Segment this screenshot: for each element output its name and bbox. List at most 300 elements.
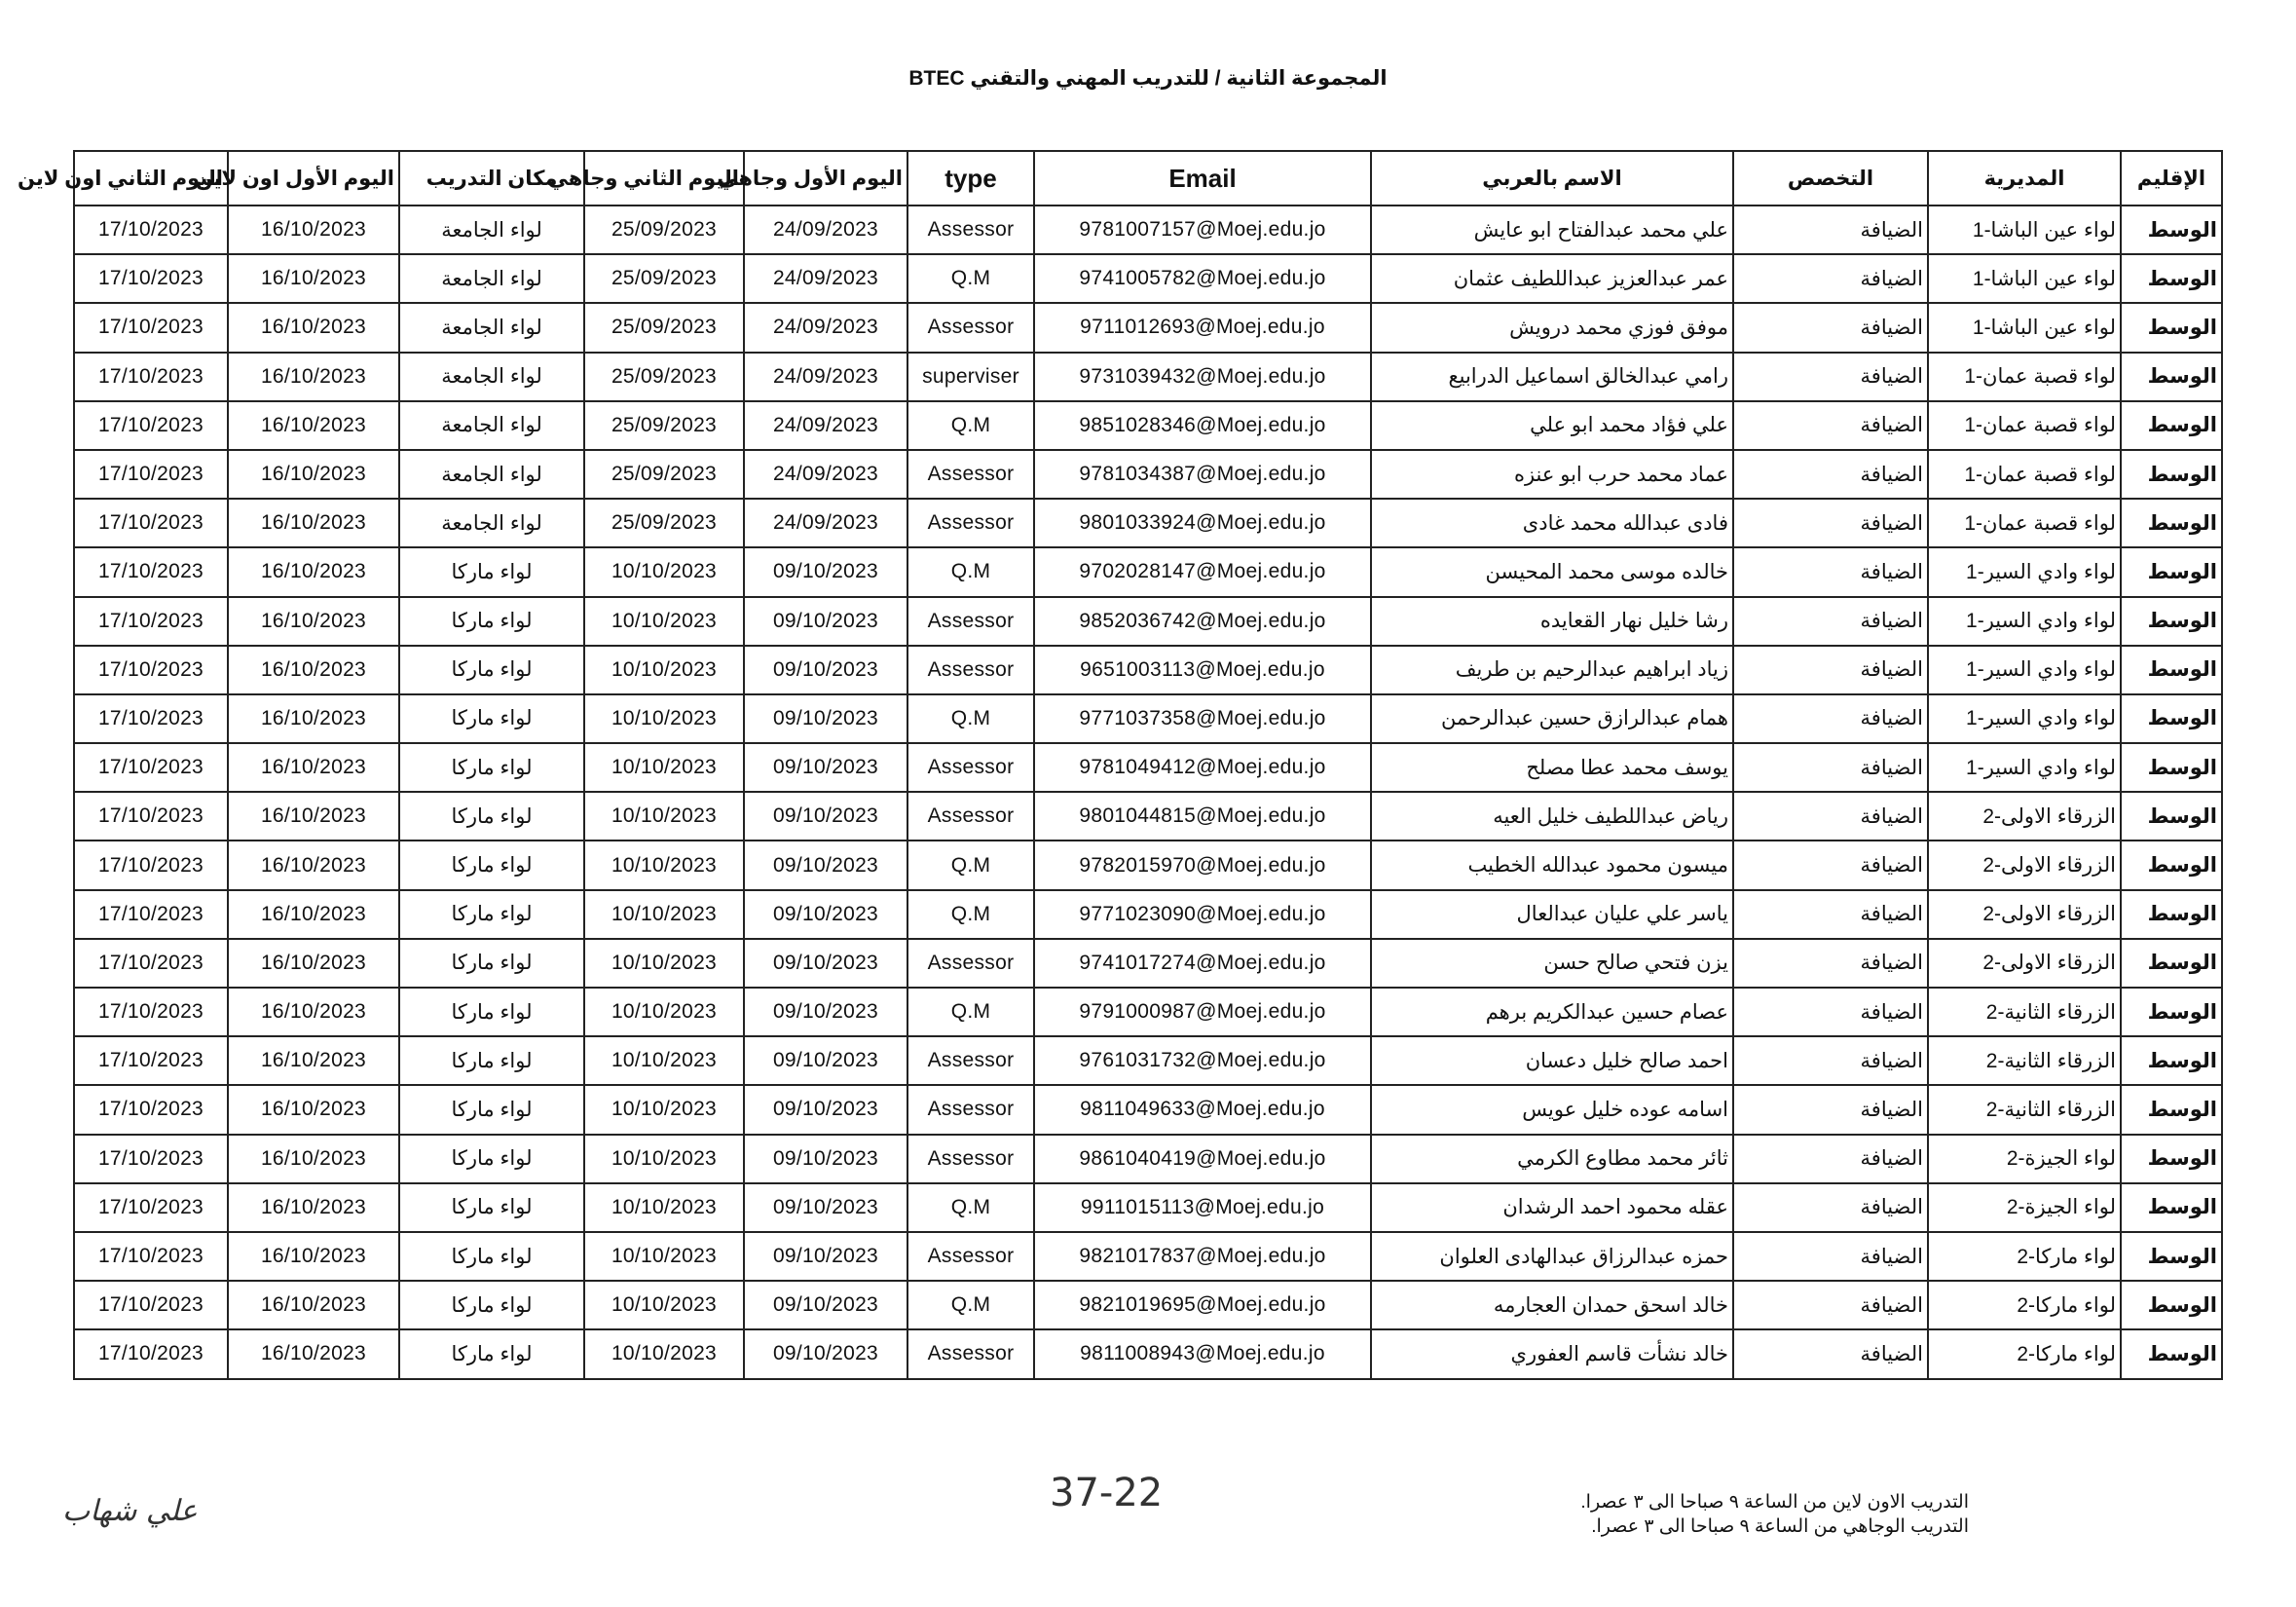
table-row <box>74 206 2222 254</box>
cell-place: لواء ماركا <box>399 1183 584 1232</box>
cell-specialty: الضيافة <box>1733 988 1928 1036</box>
cell-email: 9861040419@Moej.edu.jo <box>1034 1135 1371 1183</box>
cell-directorate: لواء قصبة عمان-1 <box>1928 450 2121 499</box>
table-row <box>74 646 2222 694</box>
cell-day1: 24/09/2023 <box>744 499 907 547</box>
cell-online1: 16/10/2023 <box>228 939 399 988</box>
cell-online1: 16/10/2023 <box>228 1232 399 1281</box>
cell-day1: 09/10/2023 <box>744 792 907 841</box>
cell-specialty: الضيافة <box>1733 597 1928 646</box>
cell-region: الوسط <box>2121 401 2222 450</box>
cell-region: الوسط <box>2121 303 2222 352</box>
cell-online1: 16/10/2023 <box>228 597 399 646</box>
cell-online1: 16/10/2023 <box>228 1036 399 1085</box>
cell-email: 9741017274@Moej.edu.jo <box>1034 939 1371 988</box>
cell-online2: 17/10/2023 <box>74 743 228 792</box>
cell-place: لواء ماركا <box>399 792 584 841</box>
cell-region: الوسط <box>2121 1329 2222 1378</box>
cell-directorate: لواء ماركا-2 <box>1928 1232 2121 1281</box>
cell-name: علي محمد عبدالفتاح ابو عايش <box>1371 206 1733 254</box>
cell-type: Q.M <box>907 1281 1034 1329</box>
table-row <box>74 890 2222 939</box>
cell-name: ثائر محمد مطاوع الكرمي <box>1371 1135 1733 1183</box>
cell-day1: 24/09/2023 <box>744 206 907 254</box>
cell-online2: 17/10/2023 <box>74 841 228 889</box>
cell-online1: 16/10/2023 <box>228 547 399 596</box>
cell-region: الوسط <box>2121 792 2222 841</box>
cell-day2: 10/10/2023 <box>584 988 744 1036</box>
cell-type: Assessor <box>907 1232 1034 1281</box>
cell-name: احمد صالح خليل دعسان <box>1371 1036 1733 1085</box>
cell-online1: 16/10/2023 <box>228 1329 399 1378</box>
cell-day2: 25/09/2023 <box>584 499 744 547</box>
cell-place: لواء ماركا <box>399 1085 584 1134</box>
cell-online2: 17/10/2023 <box>74 890 228 939</box>
cell-online2: 17/10/2023 <box>74 1135 228 1183</box>
cell-day2: 10/10/2023 <box>584 547 744 596</box>
cell-name: رشا خليل نهار القعايده <box>1371 597 1733 646</box>
signature: علي شهاب <box>62 1494 198 1528</box>
cell-online1: 16/10/2023 <box>228 1281 399 1329</box>
cell-day1: 09/10/2023 <box>744 1232 907 1281</box>
cell-type: Assessor <box>907 1085 1034 1134</box>
cell-day2: 25/09/2023 <box>584 254 744 303</box>
cell-specialty: الضيافة <box>1733 1232 1928 1281</box>
table-row <box>74 792 2222 841</box>
cell-type: Q.M <box>907 1183 1034 1232</box>
cell-online2: 17/10/2023 <box>74 1281 228 1329</box>
cell-day2: 25/09/2023 <box>584 353 744 401</box>
cell-region: الوسط <box>2121 254 2222 303</box>
cell-name: حمزه عبدالرزاق عبدالهادى العلوان <box>1371 1232 1733 1281</box>
cell-day2: 10/10/2023 <box>584 1281 744 1329</box>
table-row <box>74 401 2222 450</box>
cell-name: عقله محمود احمد الرشدان <box>1371 1183 1733 1232</box>
cell-specialty: الضيافة <box>1733 450 1928 499</box>
cell-specialty: الضيافة <box>1733 206 1928 254</box>
cell-online1: 16/10/2023 <box>228 694 399 743</box>
cell-day1: 09/10/2023 <box>744 597 907 646</box>
cell-directorate: لواء ماركا-2 <box>1928 1281 2121 1329</box>
cell-email: 9911015113@Moej.edu.jo <box>1034 1183 1371 1232</box>
cell-name: يوسف محمد عطا مصلح <box>1371 743 1733 792</box>
header-type: type <box>907 151 1034 206</box>
cell-online1: 16/10/2023 <box>228 499 399 547</box>
cell-name: عماد محمد حرب ابو عنزه <box>1371 450 1733 499</box>
header-name: الاسم بالعربي <box>1371 151 1733 206</box>
cell-directorate: لواء ماركا-2 <box>1928 1329 2121 1378</box>
cell-day2: 10/10/2023 <box>584 1183 744 1232</box>
cell-directorate: لواء قصبة عمان-1 <box>1928 353 2121 401</box>
cell-type: Q.M <box>907 988 1034 1036</box>
cell-directorate: لواء وادي السير-1 <box>1928 694 2121 743</box>
cell-day2: 10/10/2023 <box>584 1036 744 1085</box>
cell-online1: 16/10/2023 <box>228 254 399 303</box>
cell-specialty: الضيافة <box>1733 694 1928 743</box>
cell-day1: 24/09/2023 <box>744 450 907 499</box>
header-row <box>74 151 2222 206</box>
notes <box>1580 1490 1969 1539</box>
cell-email: 9821019695@Moej.edu.jo <box>1034 1281 1371 1329</box>
cell-day2: 10/10/2023 <box>584 597 744 646</box>
cell-specialty: الضيافة <box>1733 401 1928 450</box>
cell-type: Assessor <box>907 792 1034 841</box>
cell-day2: 10/10/2023 <box>584 694 744 743</box>
table-row <box>74 254 2222 303</box>
header-online2: اليوم الثاني اون لاين <box>74 151 228 206</box>
cell-region: الوسط <box>2121 450 2222 499</box>
cell-place: لواء ماركا <box>399 1281 584 1329</box>
cell-email: 9801044815@Moej.edu.jo <box>1034 792 1371 841</box>
header-online1: اليوم الأول اون لاين <box>228 151 399 206</box>
cell-name: يزن فتحي صالح حسن <box>1371 939 1733 988</box>
cell-place: لواء ماركا <box>399 743 584 792</box>
table-body <box>74 206 2222 1379</box>
cell-place: لواء الجامعة <box>399 353 584 401</box>
cell-place: لواء ماركا <box>399 1135 584 1183</box>
cell-day2: 10/10/2023 <box>584 792 744 841</box>
cell-online1: 16/10/2023 <box>228 890 399 939</box>
cell-place: لواء ماركا <box>399 1036 584 1085</box>
cell-online2: 17/10/2023 <box>74 597 228 646</box>
cell-specialty: الضيافة <box>1733 303 1928 352</box>
cell-region: الوسط <box>2121 988 2222 1036</box>
cell-day1: 09/10/2023 <box>744 694 907 743</box>
cell-type: Assessor <box>907 1135 1034 1183</box>
cell-directorate: الزرقاء الاولى-2 <box>1928 890 2121 939</box>
cell-specialty: الضيافة <box>1733 1281 1928 1329</box>
cell-email: 9851028346@Moej.edu.jo <box>1034 401 1371 450</box>
cell-region: الوسط <box>2121 1281 2222 1329</box>
table-row <box>74 1281 2222 1329</box>
cell-name: اسامه عوده خليل عويس <box>1371 1085 1733 1134</box>
cell-name: علي فؤاد محمد ابو علي <box>1371 401 1733 450</box>
cell-online2: 17/10/2023 <box>74 694 228 743</box>
cell-day1: 09/10/2023 <box>744 1085 907 1134</box>
cell-day2: 10/10/2023 <box>584 646 744 694</box>
cell-online1: 16/10/2023 <box>228 303 399 352</box>
cell-type: Assessor <box>907 646 1034 694</box>
cell-day1: 09/10/2023 <box>744 1036 907 1085</box>
cell-online2: 17/10/2023 <box>74 450 228 499</box>
cell-place: لواء ماركا <box>399 1329 584 1378</box>
cell-day1: 09/10/2023 <box>744 1183 907 1232</box>
cell-type: Q.M <box>907 841 1034 889</box>
cell-type: Assessor <box>907 206 1034 254</box>
cell-type: Assessor <box>907 303 1034 352</box>
header-directorate: المديرية <box>1928 151 2121 206</box>
cell-name: زياد ابراهيم عبدالرحيم بن طريف <box>1371 646 1733 694</box>
note-inperson: التدريب الوجاهي من الساعة ٩ صباحا الى ٣ عصرا. <box>1591 1516 1969 1537</box>
cell-email: 9782015970@Moej.edu.jo <box>1034 841 1371 889</box>
cell-region: الوسط <box>2121 890 2222 939</box>
cell-online1: 16/10/2023 <box>228 1085 399 1134</box>
cell-email: 9651003113@Moej.edu.jo <box>1034 646 1371 694</box>
table-row <box>74 694 2222 743</box>
cell-day2: 10/10/2023 <box>584 890 744 939</box>
cell-place: لواء ماركا <box>399 988 584 1036</box>
cell-region: الوسط <box>2121 1036 2222 1085</box>
cell-type: Assessor <box>907 499 1034 547</box>
cell-place: لواء الجامعة <box>399 401 584 450</box>
cell-day1: 24/09/2023 <box>744 401 907 450</box>
cell-day1: 09/10/2023 <box>744 988 907 1036</box>
cell-online2: 17/10/2023 <box>74 547 228 596</box>
cell-type: Assessor <box>907 1036 1034 1085</box>
cell-directorate: لواء عين الباشا-1 <box>1928 206 2121 254</box>
cell-day1: 24/09/2023 <box>744 303 907 352</box>
note-online: التدريب الاون لاين من الساعة ٩ صباحا الى ٣ عصرا. <box>1580 1492 1969 1513</box>
cell-region: الوسط <box>2121 1135 2222 1183</box>
cell-online2: 17/10/2023 <box>74 792 228 841</box>
cell-type: Q.M <box>907 254 1034 303</box>
cell-online2: 17/10/2023 <box>74 206 228 254</box>
cell-online1: 16/10/2023 <box>228 646 399 694</box>
cell-online1: 16/10/2023 <box>228 353 399 401</box>
document-title: المجموعة الثانية / للتدريب المهني والتقني BTEC <box>908 67 1388 90</box>
cell-name: ياسر علي عليان عبدالعال <box>1371 890 1733 939</box>
cell-region: الوسط <box>2121 939 2222 988</box>
table-row <box>74 1232 2222 1281</box>
cell-specialty: الضيافة <box>1733 939 1928 988</box>
cell-specialty: الضيافة <box>1733 841 1928 889</box>
cell-type: Q.M <box>907 694 1034 743</box>
header-place: مكان التدريب <box>399 151 584 206</box>
cell-region: الوسط <box>2121 597 2222 646</box>
cell-region: الوسط <box>2121 743 2222 792</box>
cell-name: عصام حسين عبدالكريم برهم <box>1371 988 1733 1036</box>
cell-email: 9821017837@Moej.edu.jo <box>1034 1232 1371 1281</box>
cell-day1: 09/10/2023 <box>744 1135 907 1183</box>
cell-email: 9771023090@Moej.edu.jo <box>1034 890 1371 939</box>
cell-email: 9711012693@Moej.edu.jo <box>1034 303 1371 352</box>
cell-type: Assessor <box>907 597 1034 646</box>
cell-place: لواء الجامعة <box>399 450 584 499</box>
cell-directorate: لواء وادي السير-1 <box>1928 646 2121 694</box>
cell-directorate: لواء الجيزة-2 <box>1928 1135 2121 1183</box>
cell-specialty: الضيافة <box>1733 1036 1928 1085</box>
cell-email: 9811008943@Moej.edu.jo <box>1034 1329 1371 1378</box>
cell-email: 9731039432@Moej.edu.jo <box>1034 353 1371 401</box>
cell-place: لواء ماركا <box>399 1232 584 1281</box>
cell-specialty: الضيافة <box>1733 1135 1928 1183</box>
cell-day2: 10/10/2023 <box>584 1085 744 1134</box>
cell-region: الوسط <box>2121 1085 2222 1134</box>
cell-name: رامي عبدالخالق اسماعيل الدرابيع <box>1371 353 1733 401</box>
cell-region: الوسط <box>2121 206 2222 254</box>
table-row <box>74 597 2222 646</box>
header-email: Email <box>1034 151 1371 206</box>
cell-online2: 17/10/2023 <box>74 303 228 352</box>
table-row <box>74 1036 2222 1085</box>
cell-type: Q.M <box>907 401 1034 450</box>
cell-type: Q.M <box>907 547 1034 596</box>
cell-day2: 10/10/2023 <box>584 1232 744 1281</box>
cell-region: الوسط <box>2121 841 2222 889</box>
cell-directorate: الزرقاء الاولى-2 <box>1928 939 2121 988</box>
header-specialty: التخصص <box>1733 151 1928 206</box>
cell-type: Assessor <box>907 1329 1034 1378</box>
table-row <box>74 499 2222 547</box>
table-row <box>74 450 2222 499</box>
cell-directorate: لواء وادي السير-1 <box>1928 743 2121 792</box>
cell-email: 9791000987@Moej.edu.jo <box>1034 988 1371 1036</box>
cell-day1: 09/10/2023 <box>744 1281 907 1329</box>
table-row <box>74 1329 2222 1378</box>
cell-day1: 24/09/2023 <box>744 254 907 303</box>
cell-specialty: الضيافة <box>1733 499 1928 547</box>
cell-email: 9801033924@Moej.edu.jo <box>1034 499 1371 547</box>
cell-specialty: الضيافة <box>1733 1329 1928 1378</box>
cell-day2: 10/10/2023 <box>584 1135 744 1183</box>
cell-directorate: لواء وادي السير-1 <box>1928 597 2121 646</box>
trainees-table <box>18 150 2223 1380</box>
cell-day1: 09/10/2023 <box>744 841 907 889</box>
cell-type: Q.M <box>907 890 1034 939</box>
table-row <box>74 939 2222 988</box>
cell-specialty: الضيافة <box>1733 890 1928 939</box>
cell-directorate: لواء عين الباشا-1 <box>1928 254 2121 303</box>
table-row <box>74 1135 2222 1183</box>
cell-name: رياض عبداللطيف خليل العيه <box>1371 792 1733 841</box>
cell-day2: 25/09/2023 <box>584 303 744 352</box>
cell-online2: 17/10/2023 <box>74 353 228 401</box>
cell-email: 9781007157@Moej.edu.jo <box>1034 206 1371 254</box>
cell-online2: 17/10/2023 <box>74 499 228 547</box>
cell-place: لواء ماركا <box>399 694 584 743</box>
cell-day2: 10/10/2023 <box>584 1329 744 1378</box>
table-row <box>74 988 2222 1036</box>
header-day1: اليوم الأول وجاهي <box>744 151 907 206</box>
table-row <box>74 547 2222 596</box>
cell-online2: 17/10/2023 <box>74 1036 228 1085</box>
cell-online2: 17/10/2023 <box>74 1329 228 1378</box>
cell-directorate: الزرقاء الاولى-2 <box>1928 841 2121 889</box>
cell-day1: 09/10/2023 <box>744 1329 907 1378</box>
cell-online1: 16/10/2023 <box>228 792 399 841</box>
table-row <box>74 743 2222 792</box>
cell-online2: 17/10/2023 <box>74 1232 228 1281</box>
cell-email: 9781034387@Moej.edu.jo <box>1034 450 1371 499</box>
cell-day2: 10/10/2023 <box>584 841 744 889</box>
cell-specialty: الضيافة <box>1733 792 1928 841</box>
cell-directorate: الزرقاء الثانية-2 <box>1928 1036 2121 1085</box>
cell-place: لواء الجامعة <box>399 303 584 352</box>
table-row <box>74 303 2222 352</box>
cell-place: لواء ماركا <box>399 597 584 646</box>
cell-specialty: الضيافة <box>1733 353 1928 401</box>
cell-day1: 09/10/2023 <box>744 646 907 694</box>
cell-region: الوسط <box>2121 353 2222 401</box>
cell-directorate: لواء وادي السير-1 <box>1928 547 2121 596</box>
cell-place: لواء ماركا <box>399 646 584 694</box>
cell-online1: 16/10/2023 <box>228 401 399 450</box>
cell-specialty: الضيافة <box>1733 743 1928 792</box>
cell-email: 9761031732@Moej.edu.jo <box>1034 1036 1371 1085</box>
cell-name: عمر عبدالعزيز عبداللطيف عثمان <box>1371 254 1733 303</box>
cell-place: لواء الجامعة <box>399 254 584 303</box>
cell-name: خالد نشأت قاسم العفوري <box>1371 1329 1733 1378</box>
table-row <box>74 353 2222 401</box>
cell-type: Assessor <box>907 939 1034 988</box>
cell-name: همام عبدالرازق حسين عبدالرحمن <box>1371 694 1733 743</box>
cell-online2: 17/10/2023 <box>74 988 228 1036</box>
cell-directorate: الزرقاء الاولى-2 <box>1928 792 2121 841</box>
cell-region: الوسط <box>2121 646 2222 694</box>
cell-region: الوسط <box>2121 547 2222 596</box>
cell-directorate: لواء الجيزة-2 <box>1928 1183 2121 1232</box>
cell-name: موفق فوزي محمد درويش <box>1371 303 1733 352</box>
cell-online2: 17/10/2023 <box>74 646 228 694</box>
cell-place: لواء الجامعة <box>399 206 584 254</box>
cell-online2: 17/10/2023 <box>74 1183 228 1232</box>
cell-online1: 16/10/2023 <box>228 1183 399 1232</box>
cell-type: Assessor <box>907 450 1034 499</box>
cell-directorate: الزرقاء الثانية-2 <box>1928 988 2121 1036</box>
cell-specialty: الضيافة <box>1733 646 1928 694</box>
cell-email: 9771037358@Moej.edu.jo <box>1034 694 1371 743</box>
cell-day2: 10/10/2023 <box>584 939 744 988</box>
cell-region: الوسط <box>2121 694 2222 743</box>
cell-place: لواء الجامعة <box>399 499 584 547</box>
cell-email: 9741005782@Moej.edu.jo <box>1034 254 1371 303</box>
cell-place: لواء ماركا <box>399 939 584 988</box>
cell-directorate: لواء قصبة عمان-1 <box>1928 401 2121 450</box>
cell-online2: 17/10/2023 <box>74 401 228 450</box>
cell-specialty: الضيافة <box>1733 547 1928 596</box>
cell-specialty: الضيافة <box>1733 1085 1928 1134</box>
cell-online2: 17/10/2023 <box>74 1085 228 1134</box>
cell-name: خالد اسحق حمدان العجارمه <box>1371 1281 1733 1329</box>
cell-directorate: لواء عين الباشا-1 <box>1928 303 2121 352</box>
cell-place: لواء ماركا <box>399 890 584 939</box>
cell-day1: 09/10/2023 <box>744 939 907 988</box>
cell-region: الوسط <box>2121 1183 2222 1232</box>
cell-region: الوسط <box>2121 1232 2222 1281</box>
cell-online1: 16/10/2023 <box>228 1135 399 1183</box>
table-row <box>74 841 2222 889</box>
cell-online1: 16/10/2023 <box>228 743 399 792</box>
cell-online1: 16/10/2023 <box>228 450 399 499</box>
cell-day2: 25/09/2023 <box>584 206 744 254</box>
cell-type: superviser <box>907 353 1034 401</box>
cell-email: 9781049412@Moej.edu.jo <box>1034 743 1371 792</box>
cell-day1: 09/10/2023 <box>744 547 907 596</box>
cell-email: 9702028147@Moej.edu.jo <box>1034 547 1371 596</box>
cell-day1: 24/09/2023 <box>744 353 907 401</box>
cell-type: Assessor <box>907 743 1034 792</box>
page-number: 37-22 <box>1050 1471 1164 1515</box>
cell-region: الوسط <box>2121 499 2222 547</box>
cell-day2: 25/09/2023 <box>584 401 744 450</box>
cell-day2: 10/10/2023 <box>584 743 744 792</box>
cell-online1: 16/10/2023 <box>228 988 399 1036</box>
cell-online1: 16/10/2023 <box>228 206 399 254</box>
cell-directorate: لواء قصبة عمان-1 <box>1928 499 2121 547</box>
cell-online1: 16/10/2023 <box>228 841 399 889</box>
table-row <box>74 1085 2222 1134</box>
cell-email: 9852036742@Moej.edu.jo <box>1034 597 1371 646</box>
cell-name: ميسون محمود عبدالله الخطيب <box>1371 841 1733 889</box>
cell-online2: 17/10/2023 <box>74 939 228 988</box>
cell-name: فادى عبدالله محمد غادى <box>1371 499 1733 547</box>
cell-place: لواء ماركا <box>399 547 584 596</box>
cell-directorate: الزرقاء الثانية-2 <box>1928 1085 2121 1134</box>
header-day2: اليوم الثاني وجاهي <box>584 151 744 206</box>
cell-day2: 25/09/2023 <box>584 450 744 499</box>
cell-email: 9811049633@Moej.edu.jo <box>1034 1085 1371 1134</box>
cell-place: لواء ماركا <box>399 841 584 889</box>
